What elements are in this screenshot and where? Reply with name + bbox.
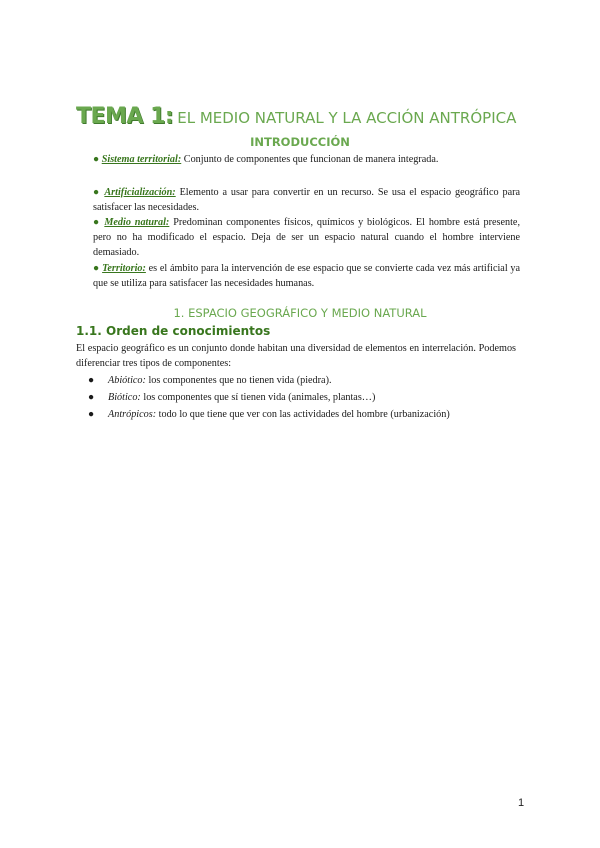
title-text: EL MEDIO NATURAL Y LA ACCIÓN ANTRÓPICA	[177, 109, 517, 127]
item-label: Abiótico:	[108, 375, 146, 386]
section-heading: 1. ESPACIO GEOGRÁFICO Y MEDIO NATURAL	[173, 306, 427, 320]
item-text: los componentes que no tienen vida (piedra).	[145, 375, 332, 386]
definition-term: Medio natural:	[104, 217, 170, 228]
definition-artificializacion	[93, 185, 520, 215]
bullet-icon: ●	[88, 409, 95, 420]
item-text: los componentes que sí tienen vida (animales, plantas…)	[140, 392, 376, 403]
title-tema: TEMA 1:	[76, 104, 174, 129]
definition-term: Artificialización:	[104, 187, 176, 198]
item-label: Antrópicos:	[108, 409, 157, 420]
bullet-icon: ●	[93, 187, 101, 198]
definition-text: Conjunto de componentes que funcionan de manera integrada.	[181, 154, 439, 165]
components-list	[88, 372, 528, 423]
definition-text: es el ámbito para la intervención de ese espacio que se convierte cada vez más artificial ya que se utiliza para satisfacer las necesidades humanas.	[93, 263, 521, 289]
bullet-icon: ●	[93, 217, 101, 228]
bullet-icon: ●	[93, 154, 100, 165]
bullet-icon: ●	[93, 263, 100, 274]
subsection-heading: 1.1. Orden de conocimientos	[76, 324, 271, 338]
definition-medio-natural	[93, 215, 520, 260]
document-title	[76, 104, 536, 129]
bullet-icon: ●	[88, 375, 95, 386]
definition-territorio	[93, 261, 520, 291]
definition-term: Sistema territorial:	[101, 154, 182, 165]
item-text: todo lo que tiene que ver con las actividades del hombre (urbanización)	[156, 409, 450, 420]
definition-text: Elemento a usar para convertir en un recurso. Se usa el espacio geográfico para satisfacer las necesidades.	[93, 187, 521, 213]
list-item	[88, 406, 528, 423]
intro-heading: INTRODUCCIÓN	[250, 135, 350, 149]
list-item	[88, 372, 528, 389]
page-number: 1	[518, 797, 525, 809]
section-paragraph: El espacio geográfico es un conjunto donde habitan una diversidad de elementos en interrelación. Podemos diferenciar tres tipos de componentes:	[76, 343, 516, 369]
list-item	[88, 389, 528, 406]
definition-sistema-territorial	[93, 152, 520, 167]
definition-term: Territorio:	[102, 263, 146, 274]
definition-text: Predominan componentes físicos, químicos y biológicos. El hombre está presente, pero no ha modificado el espacio. Deja de ser un espacio natural cuando el hombre interviene demasiado.	[93, 217, 520, 258]
item-label: Biótico:	[108, 392, 141, 403]
bullet-icon: ●	[88, 392, 95, 403]
